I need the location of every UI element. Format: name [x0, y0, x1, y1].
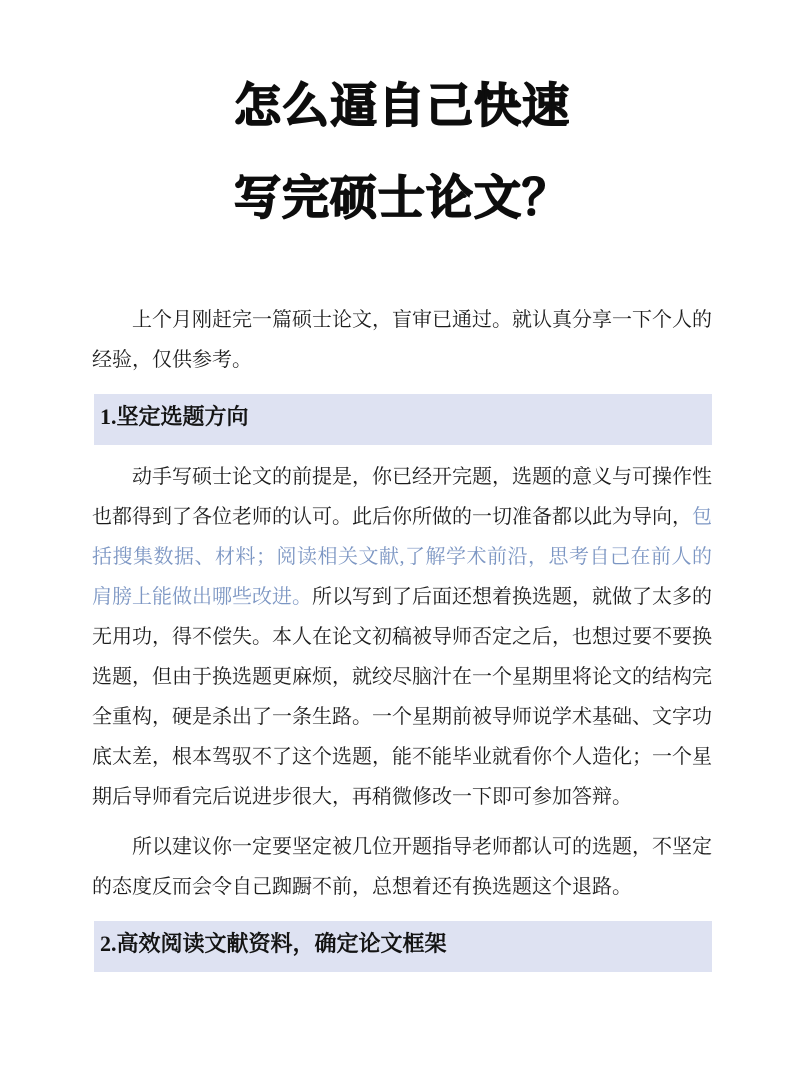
- section-1-heading: 1.坚定选题方向: [94, 394, 712, 445]
- page-title-line-2: 写完硕士论文？: [234, 171, 570, 224]
- section-1-highlighted-text: 包括搜集数据、材料；阅读相关文献,了解学术前沿，思考自己在前人的肩膀上能做出哪些改进。: [92, 506, 712, 608]
- section-2-heading: 2.高效阅读文献资料，确定论文框架: [94, 921, 712, 972]
- section-1-paragraph-1-text-before: 动手写硕士论文的前提是，你已经开完题，选题的意义与可操作性也都得到了各位老师的认可。此后你所做的一切准备都以此为导向，: [92, 466, 712, 528]
- page-title: [92, 60, 712, 244]
- section-1-paragraph-1: [92, 457, 712, 817]
- intro-paragraph: 上个月刚赶完一篇硕士论文，盲审已通过。就认真分享一下个人的经验，仅供参考。: [92, 309, 712, 371]
- section-1-paragraph-2: 所以建议你一定要坚定被几位开题指导老师都认可的选题，不坚定的态度反而会令自己踟蹰不前，总想着还有换选题这个退路。: [92, 836, 712, 898]
- page-title-line-1: 怎么逼自己快速: [234, 79, 570, 132]
- section-1-paragraph-1-text-after: 所以写到了后面还想着换选题，就做了太多的无用功，得不偿失。本人在论文初稿被导师否定之后，也想过要不要换选题，但由于换选题更麻烦，就绞尽脑汁在一个星期里将论文的结构完全重构，硬是杀出了一条生路。一个星期前被导师说学术基础、文字功底太差，根本驾驭不了这个选题，能不能毕业就看你个人造化；一个星期后导师看完后说进步很大，再稍微修改一下即可参加答辩。: [92, 586, 712, 808]
